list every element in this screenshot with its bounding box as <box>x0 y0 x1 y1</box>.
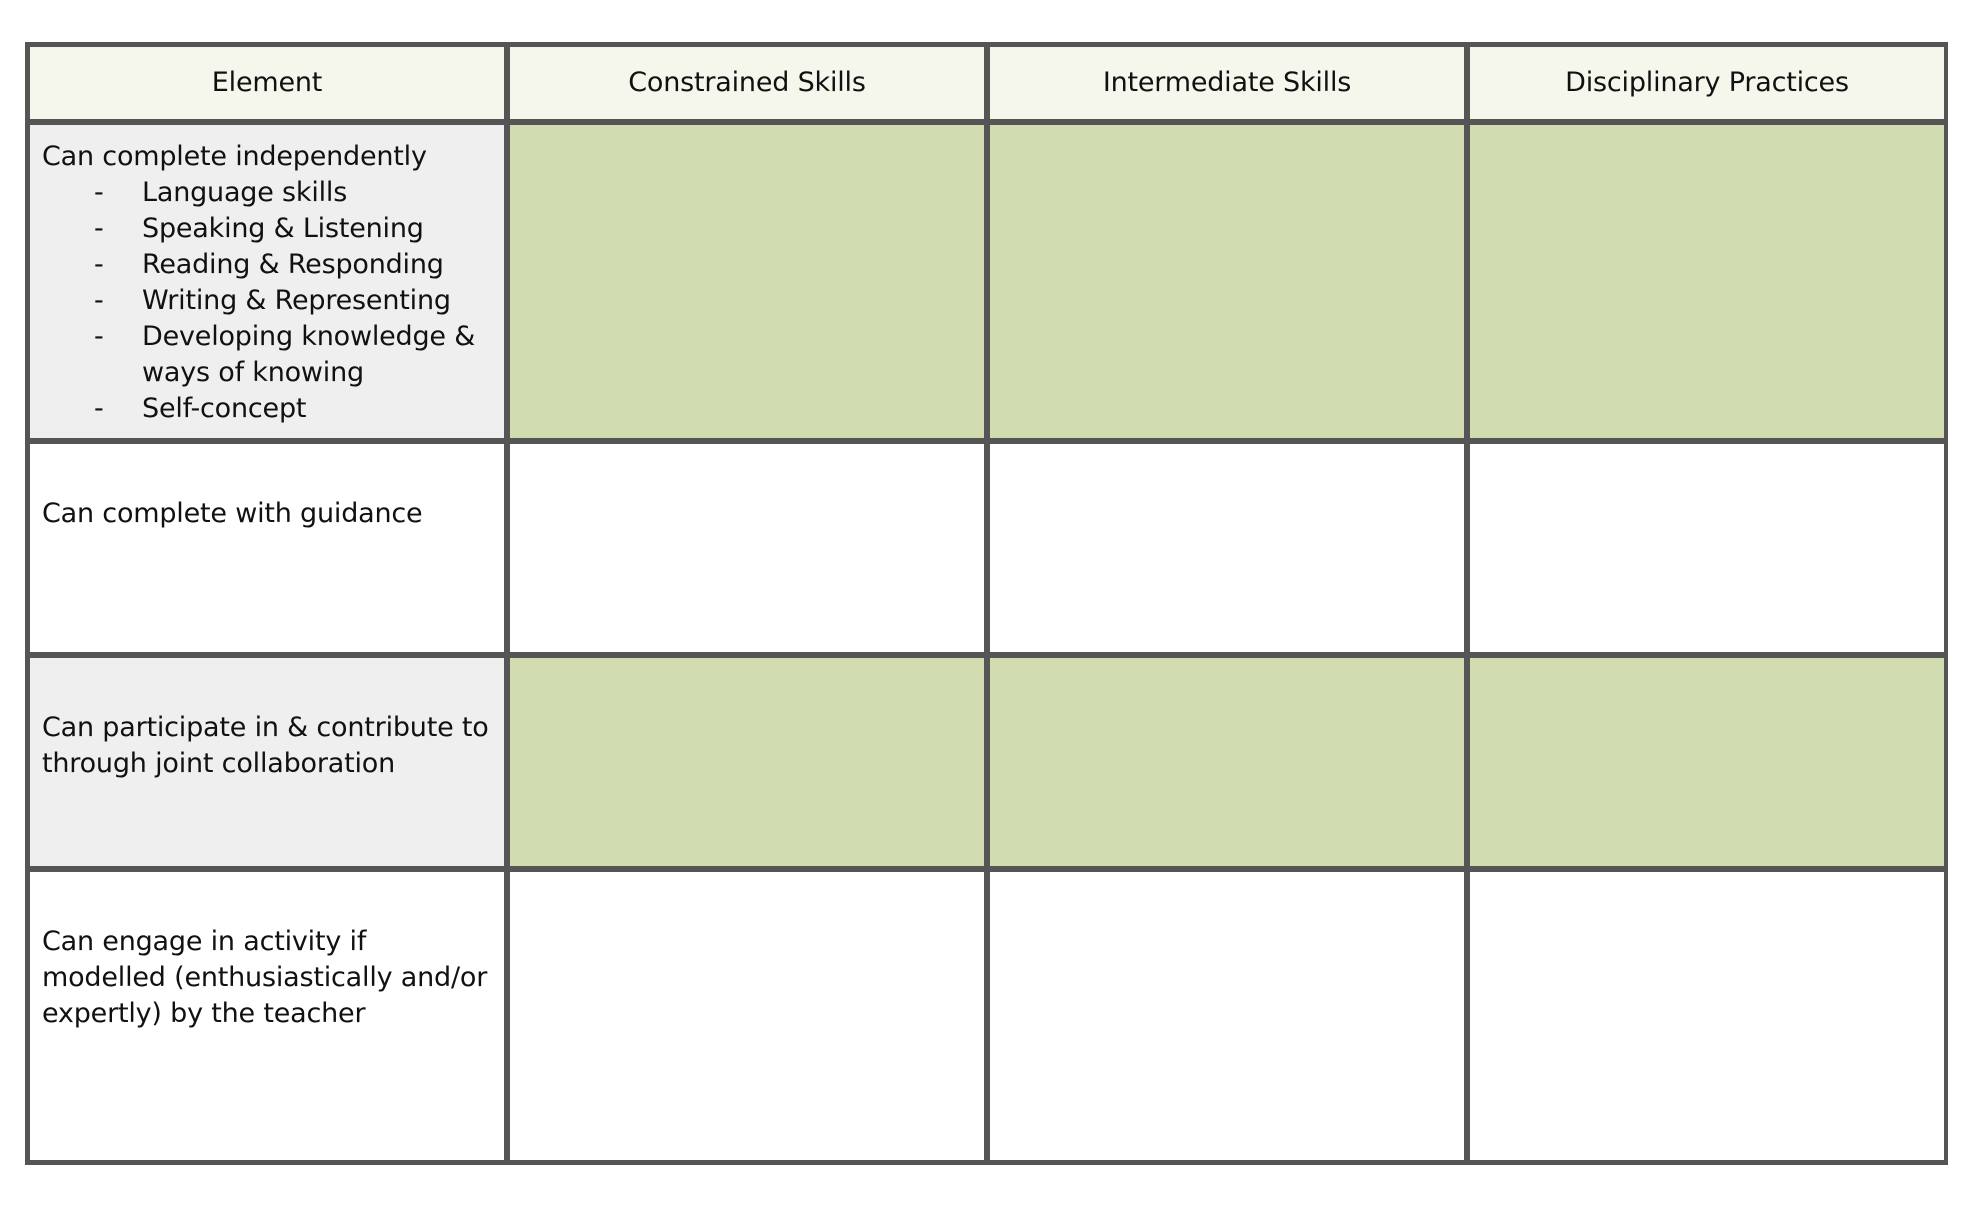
cell-guidance-intermediate <box>990 444 1464 652</box>
row-label-text: Can engage in activity if modelled (enthusiastically and/or expertly) by the teacher <box>42 926 488 1029</box>
cell-guidance-constrained <box>510 444 984 652</box>
cell-collaboration-disciplinary <box>1470 658 1944 866</box>
header-intermediate-skills-label: Intermediate Skills <box>1102 67 1352 98</box>
cell-independent-constrained <box>510 125 984 438</box>
cell-independent-intermediate <box>990 125 1464 438</box>
bullet-dash: - <box>94 321 104 352</box>
list-item-text: Self-concept <box>142 393 307 424</box>
row-label-text: Can complete independently <box>42 141 427 172</box>
bullet-dash: - <box>94 393 104 424</box>
header-intermediate-skills <box>990 47 1464 119</box>
list-item <box>42 319 492 391</box>
row-joint-collaboration-label <box>30 658 504 866</box>
list-item <box>42 211 492 247</box>
rubric-table <box>25 42 1948 1165</box>
cell-collaboration-constrained <box>510 658 984 866</box>
list-item-text: Developing knowledge & ways of knowing <box>142 321 476 388</box>
list-item-text: Reading & Responding <box>142 249 444 280</box>
header-element <box>30 47 504 119</box>
row-complete-independently-label <box>30 125 504 438</box>
list-item-text: Writing & Representing <box>142 285 451 316</box>
list-item <box>42 247 492 283</box>
header-element-label: Element <box>211 67 323 98</box>
cell-modelled-constrained <box>510 872 984 1160</box>
row-label-text: Can participate in & contribute to through joint collaboration <box>42 712 489 779</box>
bullet-dash: - <box>94 249 104 280</box>
row-complete-with-guidance-label <box>30 444 504 652</box>
cell-modelled-intermediate <box>990 872 1464 1160</box>
header-disciplinary-practices-label: Disciplinary Practices <box>1565 67 1849 98</box>
bullet-dash: - <box>94 213 104 244</box>
skill-bullet-list <box>42 175 492 427</box>
cell-guidance-disciplinary <box>1470 444 1944 652</box>
bullet-dash: - <box>94 177 104 208</box>
cell-modelled-disciplinary <box>1470 872 1944 1160</box>
row-label-text: Can complete with guidance <box>42 498 423 529</box>
list-item <box>42 175 492 211</box>
list-item-text: Language skills <box>142 177 348 208</box>
row-teacher-modelled-label <box>30 872 504 1160</box>
list-item <box>42 283 492 319</box>
list-item <box>42 391 492 427</box>
cell-independent-disciplinary <box>1470 125 1944 438</box>
list-item-text: Speaking & Listening <box>142 213 424 244</box>
cell-collaboration-intermediate <box>990 658 1464 866</box>
header-constrained-skills-label: Constrained Skills <box>628 67 866 98</box>
header-constrained-skills <box>510 47 984 119</box>
bullet-dash: - <box>94 285 104 316</box>
header-disciplinary-practices <box>1470 47 1944 119</box>
